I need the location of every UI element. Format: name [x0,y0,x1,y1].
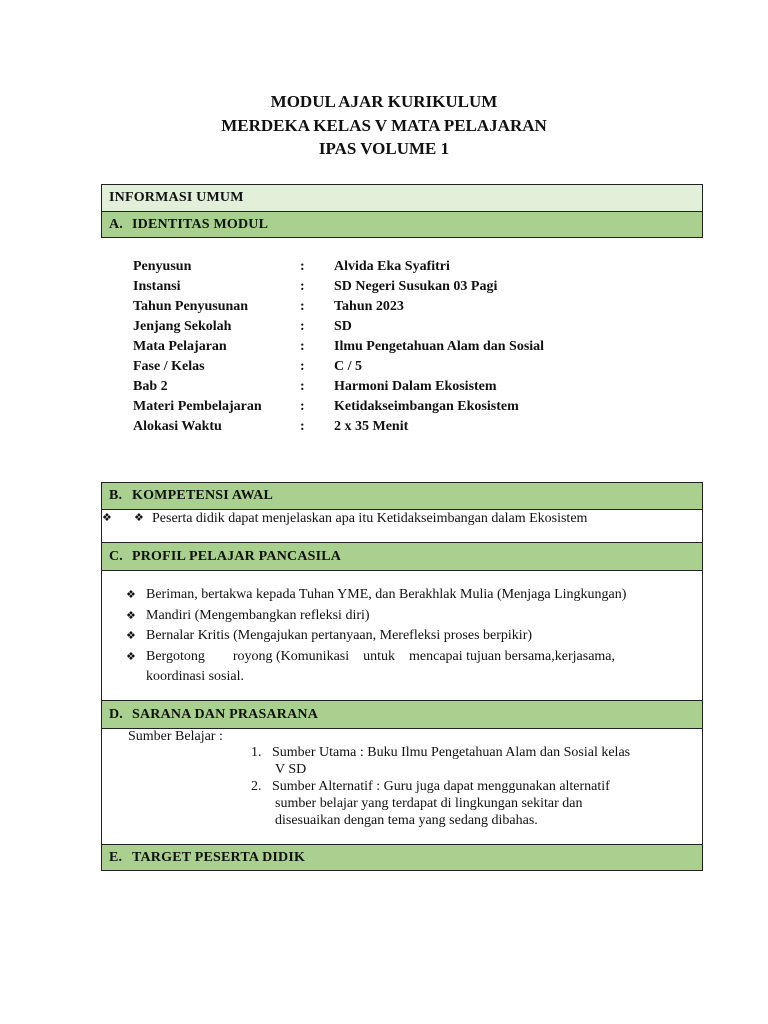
row-key: Alokasi Waktu [133,419,222,434]
list-item-text: Bernalar Kritis (Mengajukan pertanyaan, Merefleksi proses berpikir) [146,628,533,643]
row-separator: : [300,279,305,294]
section-heading: IDENTITAS MODUL [132,216,269,232]
diamond-bullet-icon: ❖ [126,609,136,622]
informasi-umum-table [101,184,703,238]
row-separator: : [300,339,305,354]
identitas-row [133,417,544,437]
row-value: Alvida Eka Syafitri [334,259,450,274]
row-key: Jenjang Sekolah [133,319,232,334]
section-heading: SARANA DAN PRASARANA [132,706,319,722]
list-item-text: Bergotong royong (Komunikasi untuk mencapai tujuan bersama,kerjasama, [146,648,616,664]
row-separator: : [300,419,305,434]
list-item-text: koordinasi sosial. [146,669,244,684]
profil-pelajar-list [126,585,626,687]
section-heading: PROFIL PELAJAR PANCASILA [132,548,342,564]
list-item [126,606,626,627]
row-separator: : [300,359,305,374]
source-item-text [272,778,610,829]
row-value: Ketidakseimbangan Ekosistem [334,399,519,414]
row-key: Bab 2 [133,379,168,394]
bullet-spacer [126,667,146,687]
diamond-bullet-icon: ❖ [102,512,112,524]
list-item-text: Mandiri (Mengembangkan refleksi diri) [146,607,370,623]
target-peserta-table [101,844,703,871]
list-item [126,626,626,647]
row-value: Ilmu Pengetahuan Alam dan Sosial [334,339,545,354]
identitas-modul-header [102,211,702,237]
row-separator: : [300,299,305,314]
identitas-row [133,337,544,357]
section-letter: D. [109,706,124,722]
list-item-text: Beriman, bertakwa kepada Tuhan YME, dan Berakhlak Mulia (Menjaga Lingkungan) [146,587,627,602]
kompetensi-text: Peserta didik dapat menjelaskan apa itu Ketidakseimbangan dalam Ekosistem [152,511,588,526]
document-title [0,90,768,161]
section-heading: TARGET PESERTA DIDIK [132,849,306,865]
row-value: Harmoni Dalam Ekosistem [334,379,497,394]
identitas-row [133,377,544,397]
row-separator: : [300,319,305,334]
section-letter: B. [109,488,123,503]
list-item-continuation [126,667,626,687]
identitas-row [133,397,544,417]
section-letter: A. [109,216,124,232]
source-item-text [272,744,630,778]
row-separator: : [300,379,305,394]
section-letter: E. [109,849,123,865]
row-separator: : [300,399,305,414]
diamond-bullet-icon: ❖ [126,650,136,663]
row-key: Mata Pelajaran [133,339,227,354]
row-key: Instansi [133,279,181,294]
row-value: SD Negeri Susukan 03 Pagi [334,279,498,294]
sumber-belajar-label: Sumber Belajar : [128,729,223,744]
identitas-row [133,357,544,377]
row-separator: : [300,259,305,274]
source-line: Sumber Alternatif : Guru juga dapat menggunakan alternatif [272,779,610,794]
title-line-3: IPAS VOLUME 1 [318,139,450,158]
row-key: Materi Pembelajaran [133,399,262,414]
kompetensi-awal-table [101,482,703,543]
kompetensi-item [102,509,702,542]
informasi-umum-header [102,185,702,211]
title-line-1: MODUL AJAR KURIKULUM [270,92,498,111]
section-letter: C. [109,548,124,564]
source-line: V SD [275,762,307,777]
source-item-number: 1. [251,745,262,760]
row-key: Fase / Kelas [133,359,205,374]
kompetensi-awal-header [102,483,702,509]
row-key: Tahun Penyusunan [133,299,249,314]
identitas-row [133,317,544,337]
source-line: disesuaikan dengan tema yang sedang dibahas. [275,813,538,828]
diamond-bullet-icon: ❖ [126,630,136,642]
row-value: Tahun 2023 [334,299,404,314]
identitas-row [133,277,544,297]
target-peserta-header [102,845,702,870]
diamond-bullet-icon: ❖ [126,589,136,601]
source-line: Sumber Utama : Buku Ilmu Pengetahuan Alam dan Sosial kelas [272,745,631,760]
sarana-prasarana-header [102,701,702,728]
list-item [126,585,626,606]
row-value: 2 x 35 Menit [334,419,409,434]
row-value: C / 5 [334,359,362,374]
identitas-row [133,297,544,317]
profil-pelajar-header [102,543,702,570]
list-item [126,647,626,668]
row-value: SD [334,319,352,334]
diamond-bullet-icon: ❖ [134,512,144,524]
informasi-umum-label: INFORMASI UMUM [109,190,244,205]
title-line-2: MERDEKA KELAS V MATA PELAJARAN [221,115,547,135]
source-item-number: 2. [251,779,262,794]
identitas-row [133,257,544,277]
source-line: sumber belajar yang terdapat di lingkungan sekitar dan [275,796,583,811]
section-heading: KOMPETENSI AWAL [132,488,274,503]
row-key: Penyusun [133,259,192,274]
identitas-list [133,257,544,437]
